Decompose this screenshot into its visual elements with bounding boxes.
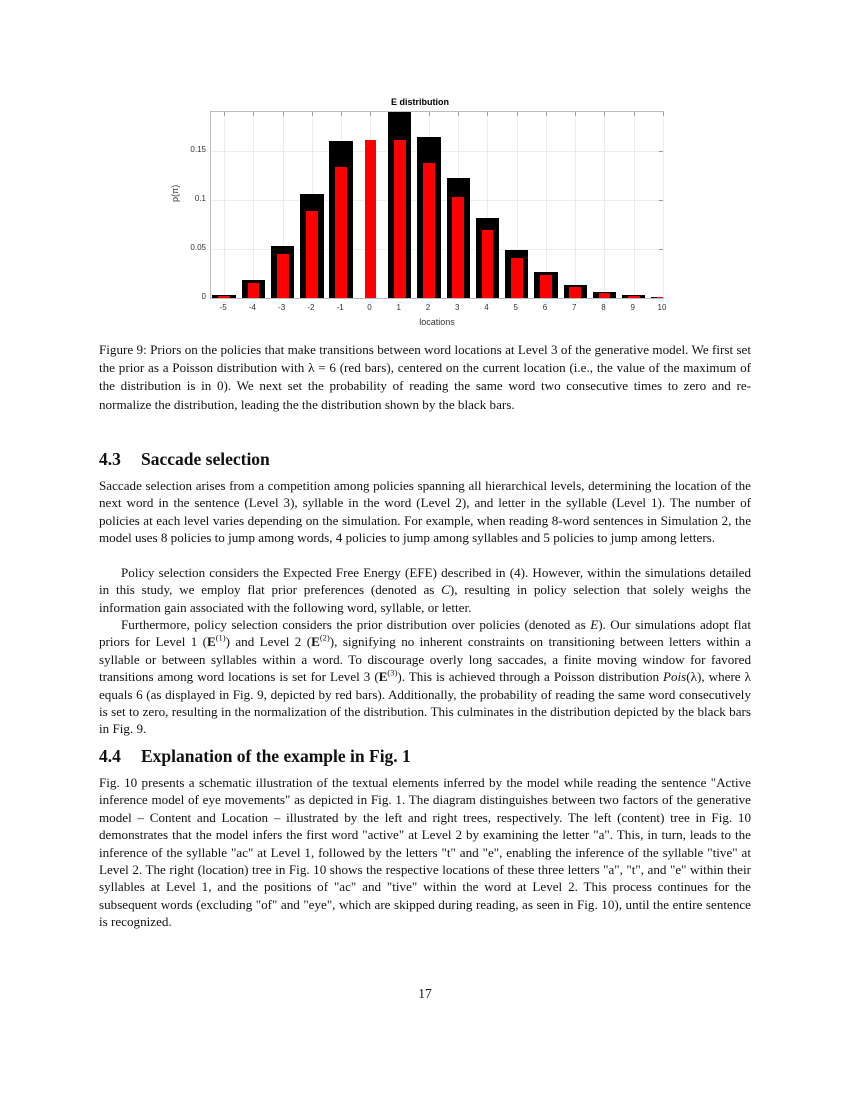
gridline-vertical [253, 112, 254, 298]
x-tick-mark [546, 112, 547, 116]
bar-red-3 [452, 197, 464, 298]
paragraph: Policy selection considers the Expected Free Energy (EFE) described in (4). However, within the simulations detailed in this study, we employ flat prior preferences (denoted as C), resulting in policy selection that solely weighs the information gain associated with the following word, syllable, or letter. [99, 565, 751, 615]
x-tick-label: 10 [657, 303, 667, 312]
bar-red-4 [482, 230, 494, 298]
y-tick-label: 0.05 [190, 243, 206, 253]
x-tick-mark [253, 112, 254, 116]
bar-red-6 [540, 275, 552, 298]
bar-red--3 [277, 254, 289, 298]
x-tick-label: -4 [248, 303, 256, 312]
paragraph: Fig. 10 presents a schematic illustration of the textual elements inferred by the model while reading the sentence "Active inference model of eye movements" as depicted in Fig. 1. The diagram distinguishes between two factors of the generative model – Content and Location – illustrated by the left and right trees, respectively. The left (content) tree in Fig. 10 demonstrates that the model infers the first word "active" at Level 2 by examining the letter "a". This, in turn, leads to the inference of the syllable "ac" at Level 1, followed by the letters "t" and "e", enabling the inference of the syllable "tive" at Level 2. The right (location) tree in Fig. 10 shows the respective locations of these three letters "a", "t", and "e" within their syllables at Level 1, and the positions of "ac" and "tive" within the word at Level 2. This process continues for the subsequent words (excluding "of" and "eye", which are skipped during reading, as seen in Fig. 10), until the entire sentence is recognized. [99, 775, 751, 930]
figure-caption [99, 341, 751, 414]
x-tick-mark [224, 112, 225, 116]
bar-red-7 [569, 287, 581, 298]
paragraph: Saccade selection arises from a competition among policies spanning all hierarchical levels, determining the location of the next word in the sentence (Level 3), syllable in the word (Level 2), and letter in the syllable (Level 1). The number of policies at each level varies depending on the simulation. For example, when reading 8-word sentences in Simulation 2, the model uses 8 policies to jump among words, 4 policies to jump among syllables and 5 policies to jump among letters. [99, 478, 751, 546]
x-tick-label: 2 [425, 303, 431, 312]
x-tick-label: -3 [278, 303, 286, 312]
x-tick-mark [341, 112, 342, 116]
x-tick-label: -2 [307, 303, 315, 312]
x-tick-label: 8 [601, 303, 606, 312]
x-tick-mark [487, 112, 488, 116]
gridline-vertical [604, 112, 605, 298]
gridline-vertical [634, 112, 635, 298]
bar-red-9 [628, 296, 640, 298]
gridline-vertical [546, 112, 547, 298]
caption-label: Figure 9: [99, 342, 147, 357]
x-tick-mark [604, 112, 605, 116]
y-tick-label: 0.1 [194, 194, 206, 204]
bar-red--2 [306, 211, 318, 298]
x-tick-mark [663, 112, 664, 116]
section-heading-4-3 [99, 449, 751, 470]
x-tick-label: 4 [484, 303, 489, 312]
bar-red--4 [248, 283, 260, 298]
x-tick-mark [370, 112, 371, 116]
paragraph: Furthermore, policy selection considers the prior distribution over policies (denoted as E). Our simulations adopt flat priors for Level 1 $(E^{(1)})$ and Level 2 $(E^{(2)})$, signifying no inherent constraints on transitioning between letters within a syllable or between syllables within a word. To discourage overly long saccades, a finite moving window for favored transitions among word locations is set for Level 3 $(E^{(3)})$. This is achieved through a Poisson distribution Pois(λ), where λ equals 6 (as displayed in Fig. 9, depicted by red bars). Additionally, the probability of reading the same word consecutively is set to zero, resulting in the normalization of the distribution. This culminates in the distribution depicted by the black bars in Fig. 9. [99, 617, 751, 737]
bar-red-0 [365, 140, 377, 298]
x-tick-label: -5 [219, 303, 227, 312]
y-axis-label: p(π) [170, 184, 180, 202]
bar-red-1 [394, 140, 406, 298]
x-axis-label: locations [419, 317, 455, 327]
bar-red--5 [218, 296, 230, 298]
x-tick-mark [517, 112, 518, 116]
x-tick-label: 7 [571, 303, 577, 312]
gridline-vertical [224, 112, 225, 298]
gridline-vertical [575, 112, 576, 298]
x-tick-label: 1 [396, 303, 401, 312]
bar-red-10 [657, 297, 663, 298]
x-tick-mark [283, 112, 284, 116]
figure-9-chart [150, 92, 690, 332]
bar-red--1 [335, 167, 347, 298]
x-tick-mark [458, 112, 459, 116]
x-tick-mark [575, 112, 576, 116]
x-tick-mark [312, 112, 313, 116]
section-title: Explanation of the example in Fig. 1 [141, 746, 411, 766]
bar-red-2 [423, 163, 435, 298]
section-title: Saccade selection [141, 449, 270, 469]
x-tick-label: 9 [630, 303, 635, 312]
section-heading-4-4 [99, 746, 751, 767]
x-tick-label: 0 [367, 303, 372, 312]
x-tick-label: 5 [513, 303, 518, 312]
caption-text: Priors on the policies that make transitions between word locations at Level 3 of the generative model. We first set the prior as a Poisson distribution with λ = 6 (red bars), centered on the current location (i.e., the value of the maximum of the distribution is in 0). We next set the probability of reading the same word two consecutive times to zero and re-normalize the distribution, leading the the distribution shown by the black bars. [99, 342, 751, 412]
y-tick-label: 0.15 [190, 145, 206, 155]
section-number: 4.4 [99, 746, 121, 766]
x-tick-mark [634, 112, 635, 116]
x-tick-mark [429, 112, 430, 116]
x-tick-label: -1 [336, 303, 344, 312]
bar-red-5 [511, 258, 523, 298]
x-tick-label: 6 [542, 303, 548, 312]
gridline-vertical [663, 112, 664, 298]
page-number: 17 [418, 986, 432, 1001]
section-number: 4.3 [99, 449, 121, 469]
plot-area [210, 111, 664, 299]
chart-title: E distribution [391, 97, 449, 107]
y-tick-label: 0 [201, 292, 206, 301]
bar-red-8 [599, 293, 611, 298]
x-tick-label: 3 [454, 303, 460, 312]
